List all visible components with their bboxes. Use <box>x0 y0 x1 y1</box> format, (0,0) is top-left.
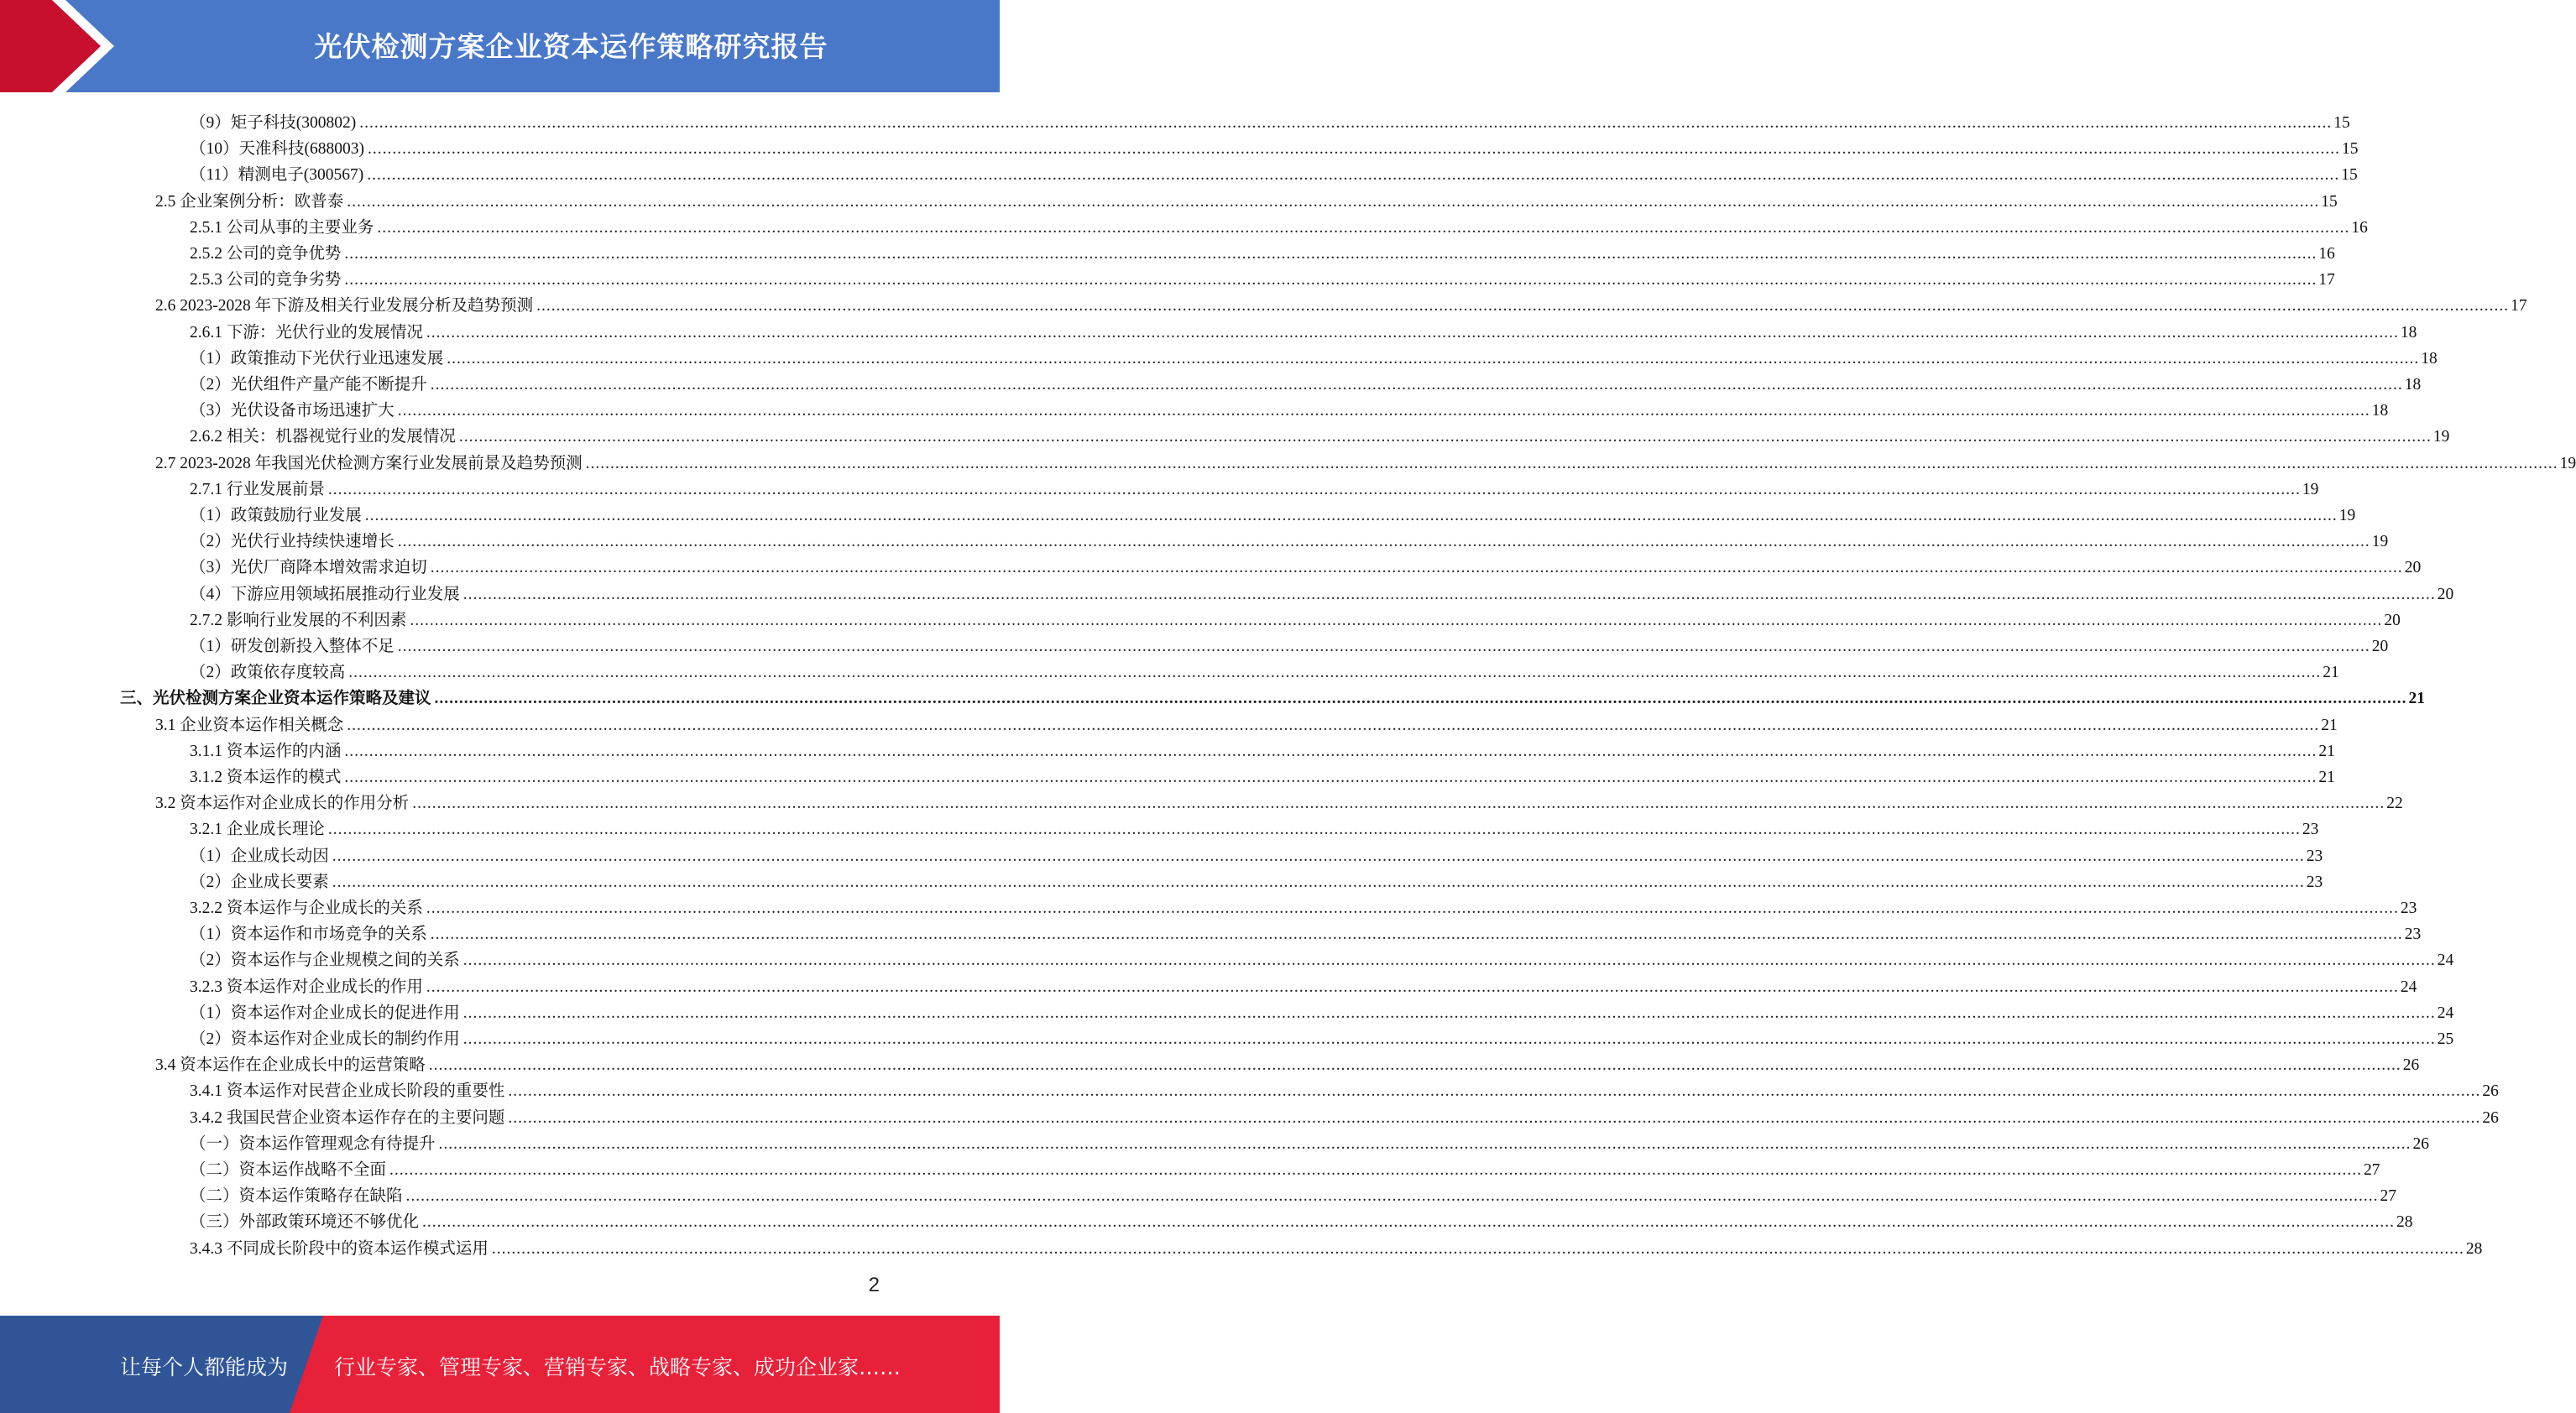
toc-entry-title: 3.4 资本运作在企业成长中的运营策略 <box>155 1056 426 1074</box>
toc-entry-title: 2.6.2 相关：机器视觉行业的发展情况 <box>190 428 456 446</box>
toc-entry[interactable] <box>190 1181 2397 1207</box>
toc-entry[interactable] <box>190 526 2389 552</box>
toc-entry[interactable] <box>190 238 2335 264</box>
toc-entry-title: （1）政策鼓励行业发展 <box>190 507 362 524</box>
toc-entry[interactable] <box>190 1076 2499 1102</box>
toc-entry-title: （4）下游应用领域拓展推动行业发展 <box>190 586 460 603</box>
toc-leader-dots: ................................................................................................................................................................................................................................................................................................................................................................................................................ <box>412 795 2385 812</box>
toc-entry-title: 3.1 企业资本运作相关概念 <box>155 717 344 734</box>
toc-entry-title: （1）资本运作对企业成长的促进作用 <box>190 1004 460 1022</box>
toc-leader-dots: ................................................................................................................................................................................................................................................................................................................................................................................................................ <box>508 1109 2481 1127</box>
toc-leader-dots: ................................................................................................................................................................................................................................................................................................................................................................................................................ <box>368 140 2340 158</box>
toc-entry-title: 3.2.1 企业成长理论 <box>190 821 325 838</box>
footer-slogan-right: 行业专家、管理专家、营销专家、战略专家、成功企业家…… <box>334 1355 901 1379</box>
toc-entry-page: 19 <box>2432 428 2450 446</box>
toc-entry-title: 2.6.1 下游：光伏行业的发展情况 <box>190 324 423 342</box>
toc-entry-page: 23 <box>2306 873 2323 891</box>
toc-entry[interactable] <box>190 212 2368 238</box>
toc-entry[interactable] <box>190 841 2323 867</box>
toc-entry[interactable] <box>190 343 2438 369</box>
toc-entry-title: （三）外部政策环境还不够优化 <box>190 1213 420 1231</box>
toc-entry-page: 20 <box>2371 638 2389 655</box>
toc-entry-title: （1）企业成长动因 <box>190 847 329 865</box>
toc-entry-page: 26 <box>2402 1056 2420 1074</box>
toc-entry-title: 2.5.3 公司的竞争劣势 <box>190 271 342 289</box>
toc-entry[interactable] <box>190 107 2350 133</box>
toc-entry-page: 21 <box>2323 664 2339 681</box>
toc-entry-page: 20 <box>2384 612 2401 629</box>
toc-entry-page: 20 <box>2437 586 2454 603</box>
toc-entry-page: 16 <box>2351 219 2368 237</box>
toc-entry[interactable] <box>190 552 2422 578</box>
toc-entry[interactable] <box>155 1050 2420 1076</box>
toc-entry[interactable] <box>155 710 2338 736</box>
toc-entry-page: 15 <box>2341 166 2358 184</box>
toc-leader-dots: ................................................................................................................................................................................................................................................................................................................................................................................................................ <box>397 402 2370 420</box>
toc-entry-page: 20 <box>2404 559 2422 576</box>
toc-leader-dots: ................................................................................................................................................................................................................................................................................................................................................................................................................ <box>462 586 2436 603</box>
toc-leader-dots: ................................................................................................................................................................................................................................................................................................................................................................................................................ <box>410 612 2383 629</box>
toc-entry-title: （10）天准科技(688003) <box>190 140 364 158</box>
toc-leader-dots: ................................................................................................................................................................................................................................................................................................................................................................................................................ <box>491 1240 2464 1258</box>
toc-entry[interactable] <box>190 395 2389 421</box>
toc-entry-page: 19 <box>2338 507 2356 524</box>
toc-entry[interactable] <box>190 605 2401 631</box>
toc-leader-dots: ................................................................................................................................................................................................................................................................................................................................................................................................................ <box>344 245 2317 263</box>
toc-entry-title: （二）资本运作战略不全面 <box>190 1161 387 1179</box>
toc-entry-page: 19 <box>2559 455 2576 472</box>
toc-entry-page: 15 <box>2333 114 2350 132</box>
toc-entry-page: 25 <box>2437 1030 2454 1048</box>
toc-leader-dots: ................................................................................................................................................................................................................................................................................................................................................................................................................ <box>426 978 2399 996</box>
toc-entry-page: 23 <box>2306 847 2323 865</box>
toc-entry[interactable] <box>190 998 2454 1024</box>
toc-entry[interactable] <box>190 474 2319 500</box>
toc-leader-dots: ................................................................................................................................................................................................................................................................................................................................................................................................................ <box>585 455 2558 472</box>
toc-entry-title: 2.6 2023-2028 年下游及相关行业发展分析及趋势预测 <box>155 297 534 315</box>
toc-entry-page: 19 <box>2302 481 2319 498</box>
report-title: 光伏检测方案企业资本运作策略研究报告 <box>314 30 828 63</box>
toc-entry-title: （2）光伏行业持续快速增长 <box>190 533 394 550</box>
toc-entry[interactable] <box>190 264 2335 290</box>
toc-entry[interactable] <box>190 500 2356 526</box>
toc-entry[interactable] <box>190 1103 2499 1129</box>
toc-entry-page: 28 <box>2465 1240 2483 1258</box>
toc-entry[interactable] <box>190 867 2323 893</box>
footer-slogan-left: 让每个人都能成为 <box>120 1355 289 1379</box>
toc-entry-page: 27 <box>2364 1161 2380 1179</box>
toc-entry-page: 17 <box>2318 271 2335 289</box>
toc-entry-page: 18 <box>2400 324 2417 342</box>
toc-entry-page: 18 <box>2371 402 2389 420</box>
toc-entry-title: （一）资本运作管理观念有待提升 <box>190 1135 436 1153</box>
toc-leader-dots: ................................................................................................................................................................................................................................................................................................................................................................................................................ <box>327 821 2301 838</box>
toc-entry[interactable] <box>190 893 2417 919</box>
toc-leader-dots: ................................................................................................................................................................................................................................................................................................................................................................................................................ <box>430 925 2403 943</box>
toc-entry-title: 2.5 企业案例分析：欧普泰 <box>155 193 344 211</box>
toc-entry[interactable] <box>190 1129 2430 1155</box>
toc-leader-dots: ................................................................................................................................................................................................................................................................................................................................................................................................................ <box>397 638 2370 655</box>
toc-leader-dots: ................................................................................................................................................................................................................................................................................................................................................................................................................ <box>405 1187 2379 1205</box>
toc-entry-title: （2）光伏组件产量产能不断提升 <box>190 376 427 394</box>
toc-entry-title: （1）研发创新投入整体不足 <box>190 638 394 655</box>
toc-leader-dots: ................................................................................................................................................................................................................................................................................................................................................................................................................ <box>327 481 2301 498</box>
toc-leader-dots: ................................................................................................................................................................................................................................................................................................................................................................................................................ <box>397 533 2370 550</box>
toc-entry-title: 3.2.2 资本运作与企业成长的关系 <box>190 899 423 917</box>
toc-entry-title: 3.4.3 不同成长阶段中的资本运作模式运用 <box>190 1240 489 1258</box>
toc-entry-title: 三、光伏检测方案企业资本运作策略及建议 <box>120 690 431 707</box>
toc-entry-title: （3）光伏设备市场迅速扩大 <box>190 402 394 420</box>
toc-entry[interactable] <box>190 762 2335 788</box>
toc-entry-page: 26 <box>2482 1109 2499 1127</box>
toc-leader-dots: ................................................................................................................................................................................................................................................................................................................................................................................................................ <box>347 193 2320 211</box>
toc-leader-dots: ................................................................................................................................................................................................................................................................................................................................................................................................................ <box>430 376 2403 394</box>
toc-entry-page: 24 <box>2437 1004 2454 1022</box>
toc-entry-title: 3.2 资本运作对企业成长的作用分析 <box>155 795 410 812</box>
toc-entry-page: 18 <box>2421 350 2438 368</box>
toc-entry[interactable] <box>190 1155 2380 1181</box>
toc-leader-dots: ................................................................................................................................................................................................................................................................................................................................................................................................................ <box>332 873 2305 891</box>
toc-entry[interactable] <box>190 1233 2483 1259</box>
toc-entry-title: （1）政策推动下光伏行业迅速发展 <box>190 350 444 368</box>
toc-entry[interactable] <box>190 657 2339 683</box>
toc-entry-title: 3.2.3 资本运作对企业成长的作用 <box>190 978 423 996</box>
toc-entry-page: 21 <box>2321 717 2338 734</box>
toc-entry[interactable] <box>190 945 2454 971</box>
toc-entry-page: 26 <box>2412 1135 2430 1153</box>
toc-entry[interactable] <box>190 159 2358 185</box>
toc-entry-page: 19 <box>2371 533 2389 550</box>
toc-leader-dots: ................................................................................................................................................................................................................................................................................................................................................................................................................ <box>389 1161 2363 1179</box>
toc-entry-title: （2）企业成长要素 <box>190 873 329 891</box>
toc-entry-title: （二）资本运作策略存在缺陷 <box>190 1187 403 1205</box>
toc-entry-page: 23 <box>2302 821 2319 838</box>
toc-leader-dots: ................................................................................................................................................................................................................................................................................................................................................................................................................ <box>462 1004 2436 1022</box>
toc-entry[interactable] <box>190 369 2422 395</box>
toc-leader-dots: ................................................................................................................................................................................................................................................................................................................................................................................................................ <box>462 952 2436 969</box>
toc-leader-dots: ................................................................................................................................................................................................................................................................................................................................................................................................................ <box>422 1213 2396 1231</box>
toc-leader-dots: ................................................................................................................................................................................................................................................................................................................................................................................................................ <box>458 428 2432 446</box>
toc-entry-title: 3.4.2 我国民营企业资本运作存在的主要问题 <box>190 1109 505 1127</box>
toc-entry-page: 21 <box>2318 743 2335 760</box>
toc-entry[interactable] <box>155 290 2527 316</box>
toc-entry-title: （2）资本运作与企业规模之间的关系 <box>190 952 460 969</box>
toc-entry-page: 23 <box>2400 899 2417 917</box>
toc-leader-dots: ................................................................................................................................................................................................................................................................................................................................................................................................................ <box>367 166 2340 184</box>
toc-leader-dots: ................................................................................................................................................................................................................................................................................................................................................................................................................ <box>508 1082 2481 1100</box>
toc-entry-page: 23 <box>2404 925 2422 943</box>
toc-entry-page: 16 <box>2318 245 2335 263</box>
toc-entry-page: 27 <box>2380 1187 2397 1205</box>
page-number: 2 <box>868 1274 880 1296</box>
toc-entry-page: 21 <box>2408 690 2426 707</box>
page-header <box>0 0 1000 92</box>
toc-leader-dots: ................................................................................................................................................................................................................................................................................................................................................................................................................ <box>347 717 2320 734</box>
toc-entry-page: 15 <box>2321 193 2338 211</box>
toc-leader-dots: ................................................................................................................................................................................................................................................................................................................................................................................................................ <box>359 114 2333 132</box>
toc-entry-title: 2.7.1 行业发展前景 <box>190 481 325 498</box>
toc-entry-title: 3.1.1 资本运作的内涵 <box>190 743 342 760</box>
toc-entry[interactable] <box>190 972 2417 998</box>
toc-entry[interactable] <box>155 448 2576 474</box>
toc-entry-title: 2.5.2 公司的竞争优势 <box>190 245 342 263</box>
toc-entry[interactable] <box>190 814 2319 840</box>
toc-entry[interactable] <box>155 788 2403 814</box>
toc-entry[interactable] <box>190 579 2454 605</box>
toc-entry-title: 2.7.2 影响行业发展的不利因素 <box>190 612 407 629</box>
toc-leader-dots: ................................................................................................................................................................................................................................................................................................................................................................................................................ <box>447 350 2420 368</box>
toc-entry-page: 22 <box>2386 795 2403 812</box>
toc-leader-dots: ................................................................................................................................................................................................................................................................................................................................................................................................................ <box>377 219 2350 237</box>
toc-leader-dots: ................................................................................................................................................................................................................................................................................................................................................................................................................ <box>434 690 2407 707</box>
toc-entry-page: 18 <box>2404 376 2422 394</box>
toc-leader-dots: ................................................................................................................................................................................................................................................................................................................................................................................................................ <box>426 899 2399 917</box>
toc-entry-title: 3.1.2 资本运作的模式 <box>190 769 342 786</box>
toc-leader-dots: ................................................................................................................................................................................................................................................................................................................................................................................................................ <box>344 271 2317 289</box>
toc-leader-dots: ................................................................................................................................................................................................................................................................................................................................................................................................................ <box>438 1135 2411 1153</box>
toc-entry[interactable] <box>190 317 2417 343</box>
toc-leader-dots: ................................................................................................................................................................................................................................................................................................................................................................................................................ <box>344 769 2317 786</box>
toc-leader-dots: ................................................................................................................................................................................................................................................................................................................................................................................................................ <box>462 1030 2436 1048</box>
toc-leader-dots: ................................................................................................................................................................................................................................................................................................................................................................................................................ <box>364 507 2338 524</box>
toc-leader-dots: ................................................................................................................................................................................................................................................................................................................................................................................................................ <box>348 664 2322 681</box>
toc-entry-title: （2）政策依存度较高 <box>190 664 346 681</box>
toc-entry-title: （1）资本运作和市场竞争的关系 <box>190 925 427 943</box>
toc-entry[interactable] <box>190 1207 2413 1233</box>
toc-entry[interactable] <box>190 631 2389 657</box>
toc-entry-page: 26 <box>2482 1082 2499 1100</box>
toc-entry-title: （9）矩子科技(300802) <box>190 114 357 132</box>
toc-leader-dots: ................................................................................................................................................................................................................................................................................................................................................................................................................ <box>430 559 2403 576</box>
toc-entry-page: 17 <box>2511 297 2527 315</box>
toc-leader-dots: ................................................................................................................................................................................................................................................................................................................................................................................................................ <box>332 847 2305 865</box>
toc-entry-page: 15 <box>2342 140 2359 158</box>
toc-entry-page: 24 <box>2400 978 2417 996</box>
toc-entry-title: （11）精测电子(300567) <box>190 166 364 184</box>
toc-leader-dots: ................................................................................................................................................................................................................................................................................................................................................................................................................ <box>426 324 2399 342</box>
toc-entry-title: 3.4.1 资本运作对民营企业成长阶段的重要性 <box>190 1082 505 1100</box>
toc-entry-title: 2.5.1 公司从事的主要业务 <box>190 219 374 237</box>
page-footer <box>0 1316 1000 1413</box>
toc-entry[interactable] <box>190 1024 2454 1050</box>
header-arrow-decoration <box>0 0 134 92</box>
toc-entry-page: 28 <box>2396 1213 2413 1231</box>
toc-entry[interactable] <box>120 683 2426 709</box>
toc-entry[interactable] <box>190 919 2422 945</box>
toc-entry-title: （2）资本运作对企业成长的制约作用 <box>190 1030 460 1048</box>
toc-entry[interactable] <box>190 421 2450 447</box>
toc-entry[interactable] <box>190 133 2359 159</box>
toc-leader-dots: ................................................................................................................................................................................................................................................................................................................................................................................................................ <box>536 297 2510 315</box>
toc-entry-page: 21 <box>2318 769 2335 786</box>
toc-leader-dots: ................................................................................................................................................................................................................................................................................................................................................................................................................ <box>428 1056 2401 1074</box>
toc-entry-title: 2.7 2023-2028 年我国光伏检测方案行业发展前景及趋势预测 <box>155 455 583 472</box>
toc-leader-dots: ................................................................................................................................................................................................................................................................................................................................................................................................................ <box>344 743 2317 760</box>
toc-entry-title: （3）光伏厂商降本增效需求迫切 <box>190 559 427 576</box>
toc-entry[interactable] <box>190 736 2335 762</box>
toc-entry[interactable] <box>155 186 2338 212</box>
toc-entry-page: 24 <box>2437 952 2454 969</box>
